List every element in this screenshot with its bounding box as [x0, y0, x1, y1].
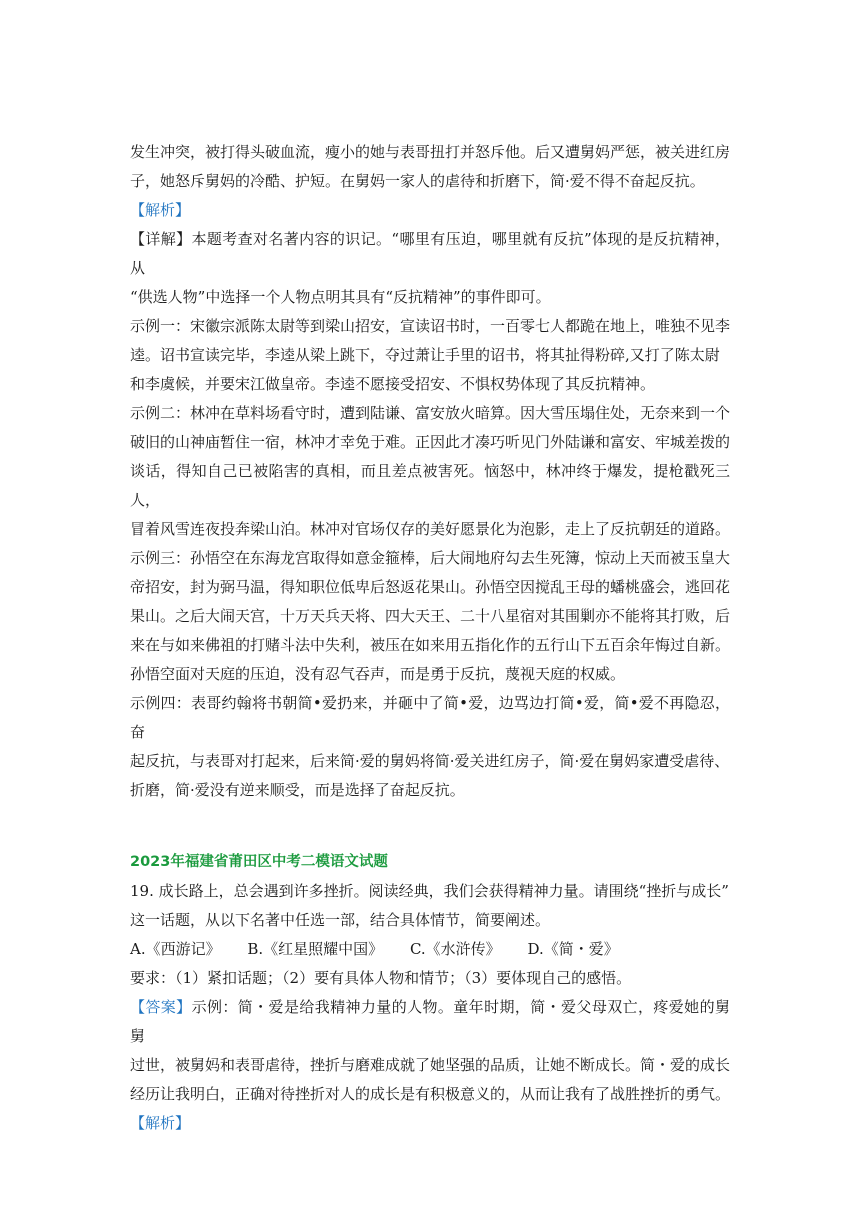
answer-line: 经历让我明白，正确对待挫折对人的成长是有积极意义的，从而让我有了战胜挫折的勇气。	[130, 1085, 731, 1103]
page-content	[130, 138, 730, 1138]
analysis-tag	[130, 196, 730, 225]
example-4-line: 起反抗，与表哥对打起来，后来简·爱的舅妈将简·爱关进红房子，简·爱在舅妈家遭受虐待、	[130, 752, 730, 770]
exam-heading: 2023年福建省莆田区中考二模语文试题	[130, 854, 388, 870]
analysis-label: 【解析】	[130, 201, 191, 219]
example-2-line: 谈话，得知自己已被陷害的真相，而且差点被害死。恼怒中，林冲终于爆发，提枪戳死三人，	[130, 462, 730, 509]
example-2-line: 示例二：林冲在草料场看守时，遭到陆谦、富安放火暗算。因大雪压塌住处，无奈来到一个	[130, 404, 731, 422]
detail-text: 本题考查对名著内容的识记。“哪里有压迫，哪里就有反抗”体现的是反抗精神，从	[130, 230, 730, 277]
example-3-line: 果山。之后大闹天宫，十万天兵天将、四大天王、二十八星宿对其围剿亦不能将其打败，后	[130, 607, 731, 625]
example-1-line: 逵。诏书宣读完毕，李逵从梁上跳下，夺过萧让手里的诏书，将其扯得粉碎,又打了陈太尉	[130, 346, 720, 364]
option-a: A.《西游记》	[130, 940, 221, 958]
detail-tag: 【详解】	[130, 230, 192, 248]
answer-continuation-line: 发生冲突，被打得头破血流，瘦小的她与表哥扭打并怒斥他。后又遭舅妈严惩，被关进红房	[130, 143, 731, 161]
option-b: B.《红星照耀中国》	[247, 940, 384, 958]
example-1-line: 示例一：宋徽宗派陈太尉等到梁山招安，宣读诏书时，一百零七人都跪在地上，唯独不见李	[130, 317, 731, 335]
example-4-line: 折磨，简·爱没有逆来顺受，而是选择了奋起反抗。	[130, 781, 465, 799]
answer-tag: 【答案】	[130, 998, 192, 1016]
example-2-line: 破旧的山神庙暂住一宿，林冲才幸免于难。正因此才凑巧听见门外陆谦和富安、牢城差拨的	[130, 433, 731, 451]
answer-text: 示例：简・爱是给我精神力量的人物。童年时期，简・爱父母双亡，疼爱她的舅舅	[130, 998, 730, 1045]
example-4-line: 示例四：表哥约翰将书朝简•爱扔来，并砸中了简•爱，边骂边打简•爱，简•爱不再隐忍，奋	[130, 694, 730, 741]
answer-paragraph	[130, 993, 730, 1051]
section-spacer	[130, 805, 730, 848]
example-1-line: 和李虞候，并要宋江做皇帝。李逵不愿接受招安、不惧权势体现了其反抗精神。	[130, 375, 656, 393]
analysis-tag-2	[130, 1109, 730, 1138]
example-3-line: 帝招安，封为弼马温，得知职位低卑后怒返花果山。孙悟空因搅乱王母的蟠桃盛会，逃回花	[130, 578, 731, 596]
question-line: 这一话题，从以下名著中任选一部，结合具体情节，简要阐述。	[130, 911, 551, 929]
example-2-line: 冒着风雪连夜投奔梁山泊。林冲对官场仅存的美好愿景化为泡影，走上了反抗朝廷的道路。	[130, 520, 731, 538]
example-3-line: 示例三：孙悟空在东海龙宫取得如意金箍棒，后大闹地府勾去生死簿，惊动上天而被玉皇大	[130, 549, 731, 567]
detail-paragraph	[130, 225, 730, 283]
requirement-line: 要求：（1）紧扣话题；（2）要有具体人物和情节；（3）要体现自己的感悟。	[130, 969, 632, 987]
answer-line: 过世，被舅妈和表哥虐待，挫折与磨难成就了她坚强的品质，让她不断成长。简・爱的成长	[130, 1056, 731, 1074]
question-line: 19. 成长路上，总会遇到许多挫折。阅读经典，我们会获得精神力量。请围绕“挫折与成长”	[130, 882, 729, 900]
options-row	[130, 935, 730, 964]
detail-line: “供选人物”中选择一个人物点明其具有“反抗精神”的事件即可。	[130, 288, 551, 306]
answer-continuation-line: 子，她怒斥舅妈的冷酷、护短。在舅妈一家人的虐待和折磨下，简·爱不得不奋起反抗。	[130, 172, 705, 190]
example-3-line: 来在与如来佛祖的打赌斗法中失利，被压在如来用五指化作的五行山下五百余年悔过自新。	[130, 636, 731, 654]
example-3-line: 孙悟空面对天庭的压迫，没有忍气吞声，而是勇于反抗，蔑视天庭的权威。	[130, 665, 626, 683]
option-d: D.《简・爱》	[527, 940, 619, 958]
option-c: C.《水浒传》	[409, 940, 501, 958]
analysis-label-2: 【解析】	[130, 1114, 191, 1132]
